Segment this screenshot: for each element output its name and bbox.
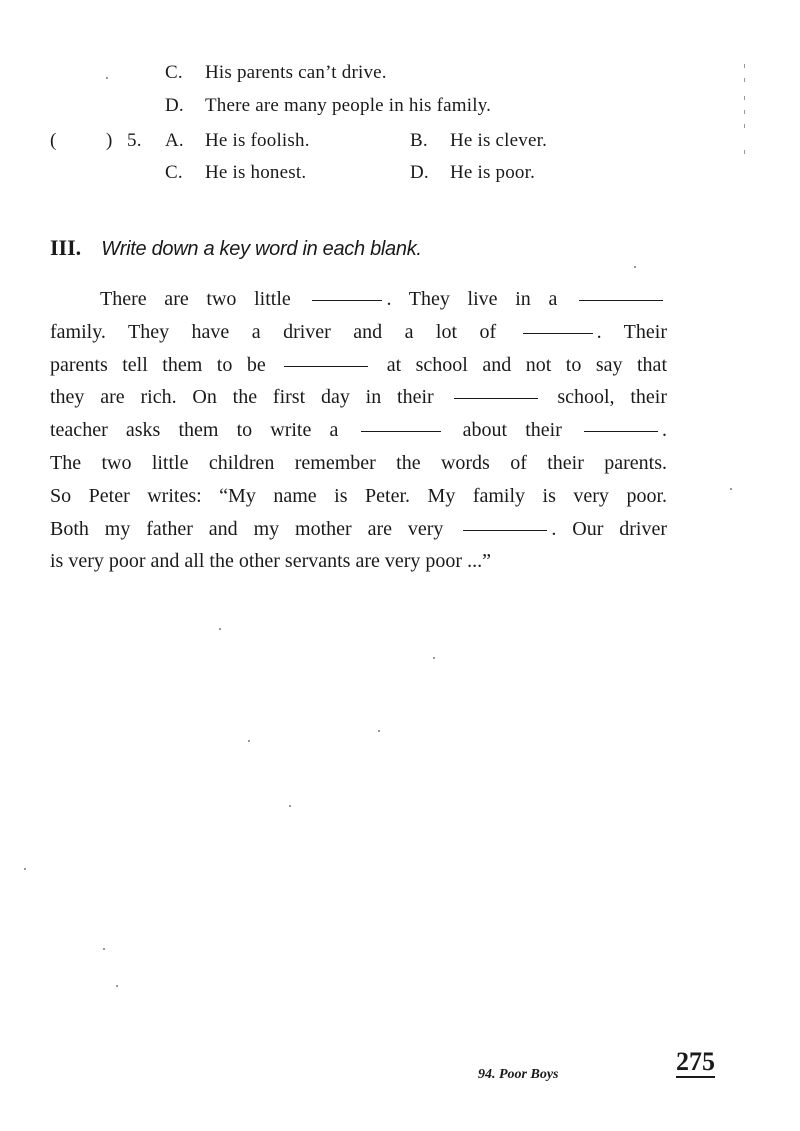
q5-option-b xyxy=(410,130,547,152)
answer-blank[interactable] xyxy=(312,299,382,301)
passage-text: school, their xyxy=(557,386,668,409)
scan-edge-mark xyxy=(744,78,745,82)
option-letter: D. xyxy=(165,95,184,116)
answer-blank[interactable] xyxy=(284,365,368,367)
answer-blank[interactable] xyxy=(579,299,663,301)
passage-text: at school and not to say that xyxy=(386,353,667,376)
q5-number: 5. xyxy=(127,130,142,151)
passage-line: So Peter writes: “My name is Peter. My family is very poor. xyxy=(50,484,667,507)
option-letter: C. xyxy=(165,162,183,183)
scan-speck xyxy=(433,657,435,659)
q5-answer-paren-close: ) xyxy=(106,130,113,151)
passage-text: they are rich. On the first day in their xyxy=(50,386,434,409)
passage-text: parents tell them to be xyxy=(50,353,266,376)
passage-line xyxy=(50,283,667,316)
passage-line: The two little children remember the words of their parents. xyxy=(50,451,667,474)
scan-speck xyxy=(103,948,105,950)
passage-line xyxy=(50,349,667,382)
scan-speck xyxy=(106,77,108,79)
passage-text: . They live in a xyxy=(386,288,558,310)
passage-text: teacher asks them to write a xyxy=(50,419,339,442)
passage-line xyxy=(50,414,667,447)
scan-edge-mark xyxy=(744,96,745,100)
section-heading xyxy=(50,235,422,261)
scan-speck xyxy=(24,868,26,870)
option-text: He is foolish. xyxy=(205,130,310,151)
scan-edge-mark xyxy=(744,64,745,68)
passage-text: about their xyxy=(462,419,562,442)
option-text: His parents can’t drive. xyxy=(205,62,387,83)
scan-edge-mark xyxy=(744,110,745,114)
passage-text: . Our driver xyxy=(551,517,668,540)
q4-option-d xyxy=(165,95,491,117)
option-text: He is honest. xyxy=(205,162,307,183)
passage-text: There are two little xyxy=(100,288,291,310)
option-letter: D. xyxy=(410,162,429,183)
answer-blank[interactable] xyxy=(523,332,593,334)
scan-speck xyxy=(248,740,250,742)
passage-text: . xyxy=(662,419,668,442)
passage-text: Both my father and my mother are very xyxy=(50,517,444,540)
option-text: There are many people in his family. xyxy=(205,95,492,116)
q4-option-c xyxy=(165,62,387,84)
scan-speck xyxy=(289,805,291,807)
scan-speck xyxy=(634,266,636,268)
option-letter: B. xyxy=(410,130,428,151)
passage-line xyxy=(50,381,667,414)
q5-option-a xyxy=(165,130,310,152)
scan-speck xyxy=(219,628,221,630)
scan-edge-mark xyxy=(744,124,745,128)
scan-speck xyxy=(730,488,732,490)
option-text: He is clever. xyxy=(450,130,548,151)
page-number: 275 xyxy=(676,1047,715,1076)
passage-text: . Their xyxy=(596,320,667,343)
q5-option-d xyxy=(410,162,535,184)
answer-blank[interactable] xyxy=(361,430,441,432)
passage-text: family. They have a driver and a lot of xyxy=(50,320,497,343)
q5-option-c xyxy=(165,162,306,184)
cloze-passage xyxy=(50,283,667,578)
section-title: Write down a key word in each blank. xyxy=(101,238,422,260)
passage-line xyxy=(50,316,667,349)
q5-answer-paren-open: ( xyxy=(50,130,57,151)
scan-edge-mark xyxy=(744,150,745,154)
footer-chapter-label: 94. Poor Boys xyxy=(478,1067,559,1082)
answer-blank[interactable] xyxy=(584,430,658,432)
option-text: He is poor. xyxy=(450,162,536,183)
scan-speck xyxy=(378,730,380,732)
section-number: III. xyxy=(50,235,82,260)
option-letter: C. xyxy=(165,62,183,83)
passage-line: is very poor and all the other servants are very poor ...” xyxy=(50,550,491,573)
scan-speck xyxy=(116,985,118,987)
answer-blank[interactable] xyxy=(454,397,538,399)
option-letter: A. xyxy=(165,130,184,151)
answer-blank[interactable] xyxy=(463,529,547,531)
passage-line xyxy=(50,513,667,546)
